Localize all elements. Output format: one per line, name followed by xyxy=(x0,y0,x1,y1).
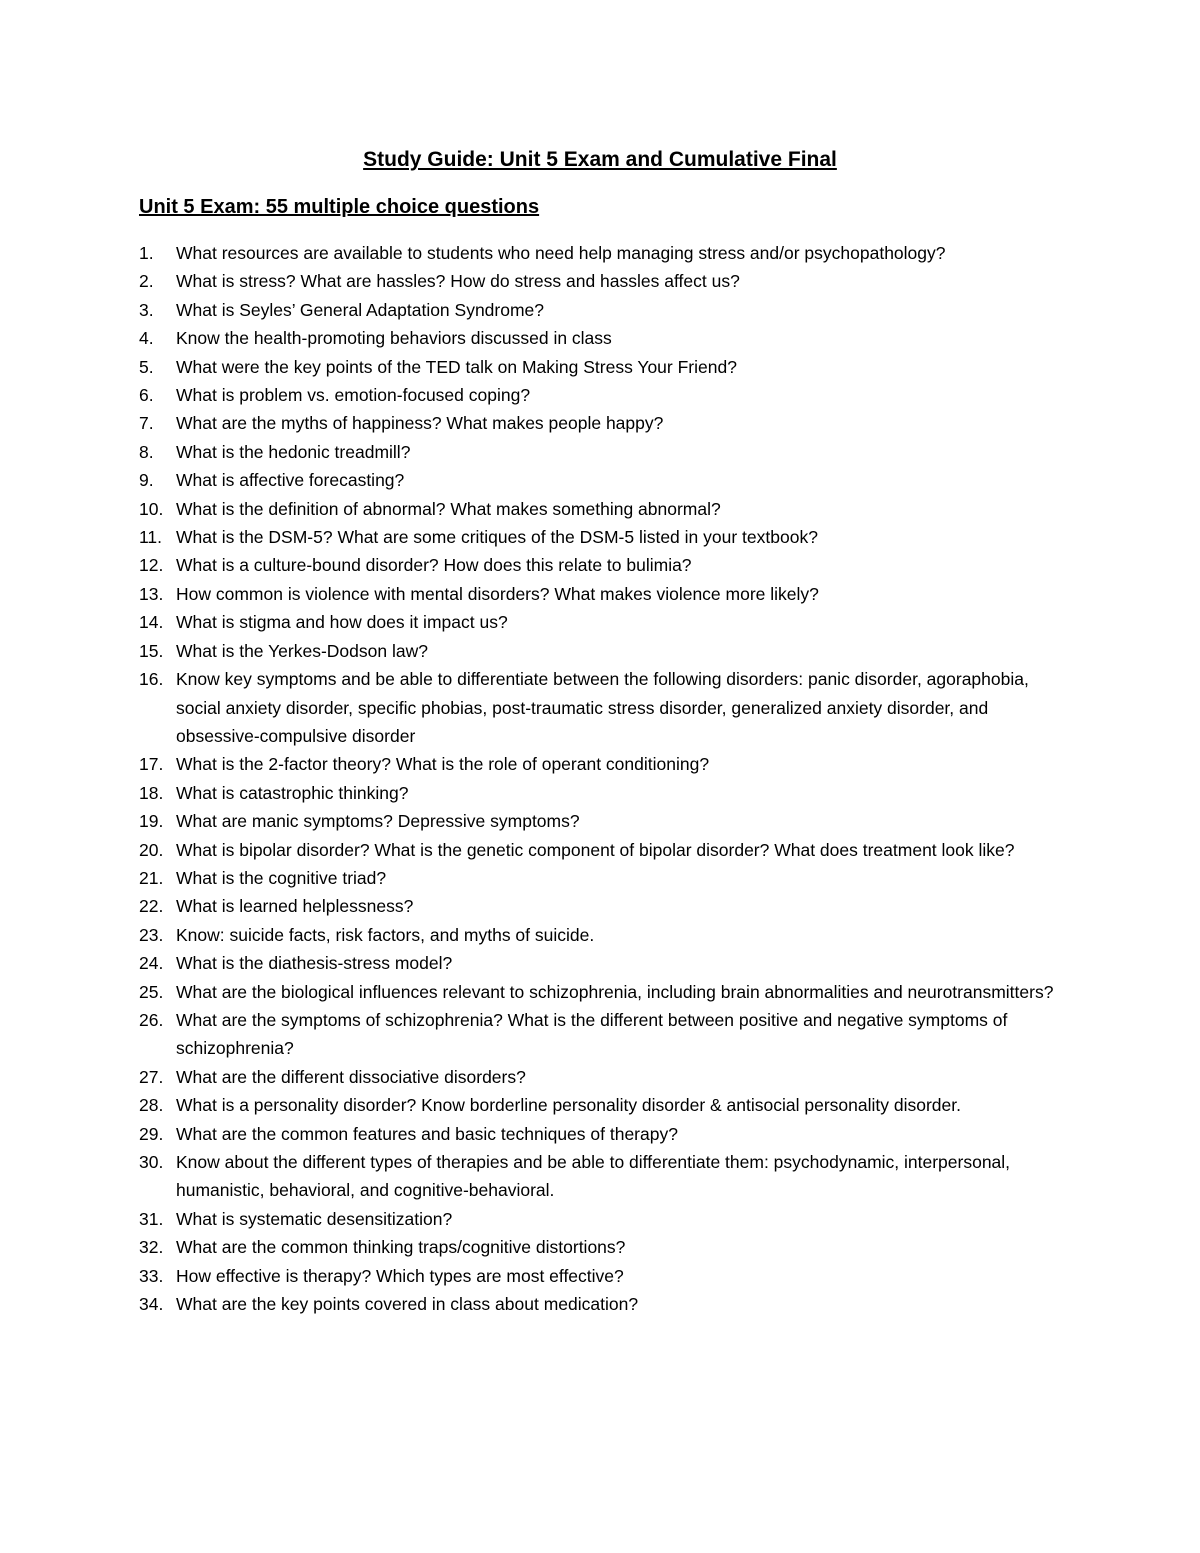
list-item xyxy=(0,296,1200,324)
question-number: 8. xyxy=(139,441,154,462)
list-item xyxy=(0,1205,1200,1233)
question-number: 5. xyxy=(139,356,154,377)
list-item xyxy=(0,637,1200,665)
question-text: Know key symptoms and be able to differentiate between the following disorders: panic disorder, agoraphobia, social anxiety disorder, specific phobias, post-traumatic stress disorder, generalized anxiety disorder, and obsessive-compulsive disorder xyxy=(176,669,1029,746)
question-text: What is affective forecasting? xyxy=(176,470,405,491)
list-item xyxy=(0,324,1200,352)
list-item xyxy=(0,495,1200,523)
question-text: What is stress? What are hassles? How do stress and hassles affect us? xyxy=(176,271,740,292)
question-number: 24. xyxy=(139,953,164,974)
list-item xyxy=(0,864,1200,892)
list-item xyxy=(0,409,1200,437)
question-text: What is systematic desensitization? xyxy=(176,1208,453,1229)
question-text: What is a personality disorder? Know borderline personality disorder & antisocial personality disorder. xyxy=(176,1095,961,1116)
question-text: How effective is therapy? Which types are most effective? xyxy=(176,1265,624,1286)
question-number: 2. xyxy=(139,271,154,292)
question-text: What is the cognitive triad? xyxy=(176,867,387,888)
question-text: What is catastrophic thinking? xyxy=(176,782,409,803)
list-item xyxy=(0,239,1200,267)
list-item xyxy=(0,949,1200,977)
question-text: What are the common thinking traps/cognitive distortions? xyxy=(176,1237,626,1258)
question-text: What is problem vs. emotion-focused coping? xyxy=(176,385,531,406)
question-text: What is the 2-factor theory? What is the role of operant conditioning? xyxy=(176,754,710,775)
question-number: 25. xyxy=(139,981,164,1002)
question-number: 28. xyxy=(139,1095,164,1116)
question-text: What are manic symptoms? Depressive symptoms? xyxy=(176,811,580,832)
question-text: What are the biological influences relevant to schizophrenia, including brain abnormalities and neurotransmitters? xyxy=(176,981,1054,1002)
question-text: What are the myths of happiness? What makes people happy? xyxy=(176,413,664,434)
list-item xyxy=(0,1063,1200,1091)
question-number: 34. xyxy=(139,1294,164,1315)
question-number: 26. xyxy=(139,1009,164,1030)
question-number: 27. xyxy=(139,1066,164,1087)
list-item xyxy=(0,750,1200,778)
question-text: What is the DSM-5? What are some critiques of the DSM-5 listed in your textbook? xyxy=(176,527,818,548)
list-item xyxy=(0,1290,1200,1318)
question-number: 17. xyxy=(139,754,164,775)
question-text: What is Seyles’ General Adaptation Syndrome? xyxy=(176,299,545,320)
list-item xyxy=(0,466,1200,494)
list-item xyxy=(0,1091,1200,1119)
list-item xyxy=(0,438,1200,466)
list-item xyxy=(0,580,1200,608)
list-item xyxy=(0,1148,1200,1205)
question-number: 32. xyxy=(139,1237,164,1258)
question-text: What is the diathesis-stress model? xyxy=(176,953,453,974)
question-text: What is the Yerkes-Dodson law? xyxy=(176,640,428,661)
question-number: 4. xyxy=(139,328,154,349)
question-text: Know the health-promoting behaviors discussed in class xyxy=(176,328,612,349)
question-text: What are the different dissociative disorders? xyxy=(176,1066,526,1087)
question-number: 15. xyxy=(139,640,164,661)
question-number: 12. xyxy=(139,555,164,576)
question-text: What resources are available to students who need help managing stress and/or psychopathology? xyxy=(176,243,946,263)
question-text: What are the symptoms of schizophrenia? What is the different between positive and negative symptoms of schizophrenia? xyxy=(176,1009,1008,1059)
list-item xyxy=(0,921,1200,949)
question-number: 3. xyxy=(139,299,154,320)
list-item xyxy=(0,267,1200,295)
question-number: 16. xyxy=(139,669,164,690)
question-number: 14. xyxy=(139,612,164,633)
list-item xyxy=(0,1006,1200,1063)
question-text: What is bipolar disorder? What is the genetic component of bipolar disorder? What does treatment look like? xyxy=(176,839,1015,860)
document-title: Study Guide: Unit 5 Exam and Cumulative Final xyxy=(363,148,837,171)
question-text: What is learned helplessness? xyxy=(176,896,414,917)
list-item xyxy=(0,551,1200,579)
list-item xyxy=(0,608,1200,636)
question-number: 1. xyxy=(139,243,154,263)
question-text: What is the definition of abnormal? What makes something abnormal? xyxy=(176,498,721,519)
question-list xyxy=(0,239,1200,1318)
question-number: 31. xyxy=(139,1208,164,1229)
list-item xyxy=(0,1262,1200,1290)
list-item xyxy=(0,779,1200,807)
question-number: 9. xyxy=(139,470,154,491)
question-text: What is a culture-bound disorder? How does this relate to bulimia? xyxy=(176,555,692,576)
question-number: 10. xyxy=(139,498,164,519)
question-text: What is stigma and how does it impact us? xyxy=(176,612,508,633)
question-number: 23. xyxy=(139,924,164,945)
question-number: 20. xyxy=(139,839,164,860)
list-item xyxy=(0,836,1200,864)
question-text: What were the key points of the TED talk on Making Stress Your Friend? xyxy=(176,356,737,377)
question-text: What is the hedonic treadmill? xyxy=(176,441,411,462)
question-number: 30. xyxy=(139,1152,164,1172)
list-item xyxy=(0,1120,1200,1148)
list-item xyxy=(0,1233,1200,1261)
question-text: What are the key points covered in class about medication? xyxy=(176,1294,639,1315)
list-item xyxy=(0,353,1200,381)
question-number: 29. xyxy=(139,1123,164,1144)
question-number: 22. xyxy=(139,896,164,917)
question-text: Know about the different types of therapies and be able to differentiate them: psychodynamic, interpersonal, humanistic, behavioral, and cognitive-behavioral. xyxy=(176,1152,1011,1201)
list-item xyxy=(0,665,1200,750)
question-number: 19. xyxy=(139,811,164,832)
list-item xyxy=(0,978,1200,1006)
question-number: 33. xyxy=(139,1265,164,1286)
question-number: 21. xyxy=(139,867,164,888)
list-item xyxy=(0,523,1200,551)
section-heading: Unit 5 Exam: 55 multiple choice questions xyxy=(139,196,540,218)
question-text: How common is violence with mental disorders? What makes violence more likely? xyxy=(176,583,819,604)
question-number: 6. xyxy=(139,385,154,406)
question-number: 11. xyxy=(139,527,163,548)
question-number: 18. xyxy=(139,782,164,803)
question-text: What are the common features and basic techniques of therapy? xyxy=(176,1123,678,1144)
question-number: 13. xyxy=(139,583,164,604)
question-number: 7. xyxy=(139,413,154,434)
question-text: Know: suicide facts, risk factors, and myths of suicide. xyxy=(176,924,595,945)
list-item xyxy=(0,807,1200,835)
list-item xyxy=(0,381,1200,409)
list-item xyxy=(0,892,1200,920)
